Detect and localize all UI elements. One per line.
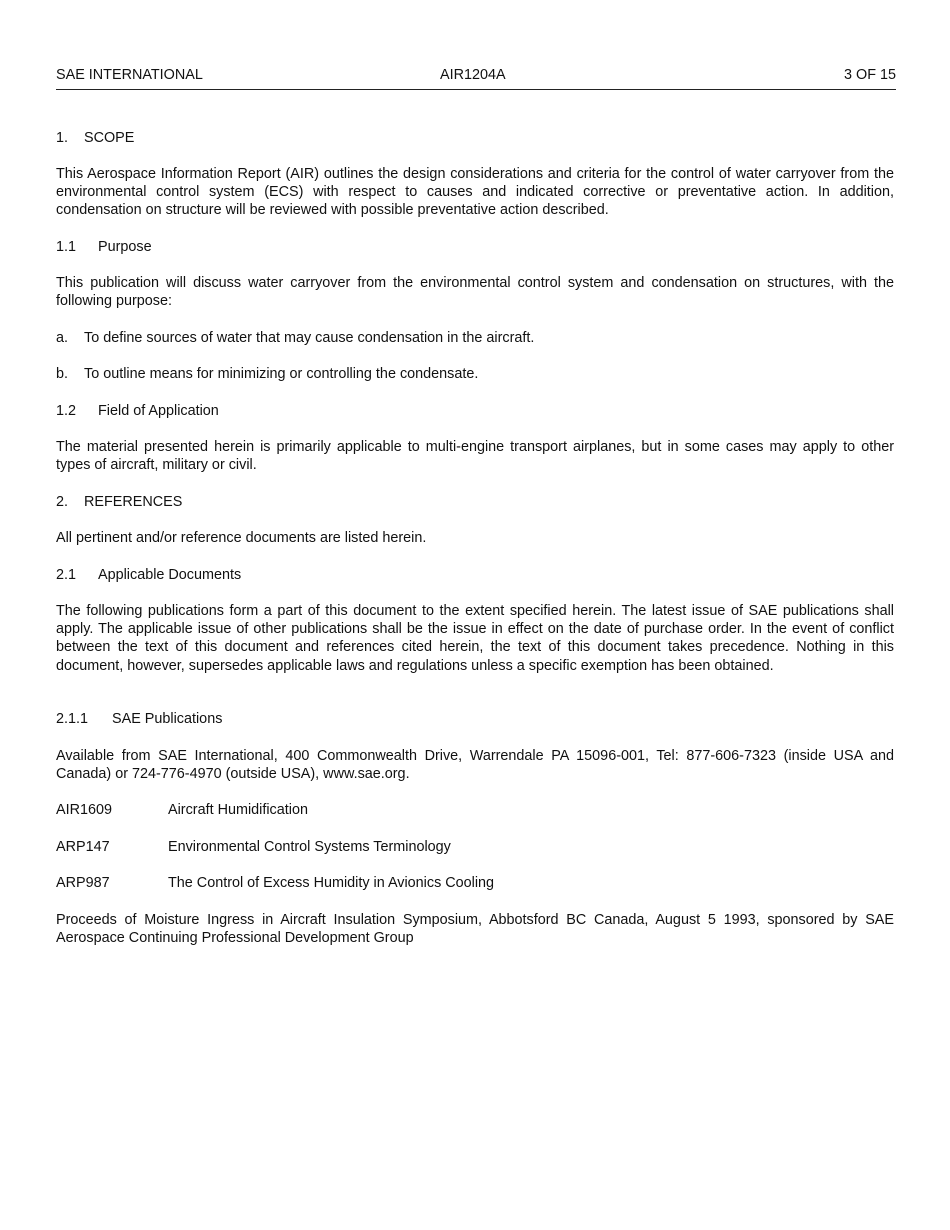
header-page-number: 3 OF 15 (844, 67, 896, 83)
reference-row (56, 801, 308, 819)
applicable-paragraph: The following publications form a part of this document to the extent specified herein. The latest issue of SAE publications shall apply. The applicable issue of other publications shall be the issue in effect on the date of purchase order. In the event of conflict between the text of this document and references cited herein, the text of this document takes precedence. Nothing in this document, however, supersedes applicable laws and regulations unless a specific exemption has been obtained. (56, 603, 894, 674)
list-item-letter: a. (56, 330, 69, 346)
section-number: 2.1 (56, 567, 77, 583)
reference-row (56, 874, 494, 892)
section-title: SCOPE (84, 130, 135, 146)
proceedings-paragraph: Proceeds of Moisture Ingress in Aircraft Insulation Symposium, Abbotsford BC Canada, August 5 1993, sponsored by SAE Aerospace Continuing Professional Development Group (56, 912, 894, 947)
section-number: 1.1 (56, 239, 77, 255)
list-item (56, 329, 534, 347)
section-number: 1.2 (56, 403, 77, 419)
reference-title: Environmental Control Systems Terminology (168, 839, 451, 855)
list-item-text: To define sources of water that may cause condensation in the aircraft. (84, 330, 535, 346)
reference-title: The Control of Excess Humidity in Avionics Cooling (168, 875, 495, 891)
section-heading-purpose (56, 238, 152, 256)
section-heading-scope (56, 129, 134, 147)
section-heading-references (56, 493, 182, 511)
section-title: Field of Application (98, 403, 219, 419)
sae-publications-paragraph: Available from SAE International, 400 Commonwealth Drive, Warrendale PA 15096-001, Tel: 877-606-7323 (inside USA and Canada) or 724-776-4970 (outside USA), www.sae.org. (56, 748, 894, 783)
section-number: 2.1.1 (56, 711, 89, 727)
reference-title: Aircraft Humidification (168, 802, 308, 818)
scope-paragraph: This Aerospace Information Report (AIR) outlines the design considerations and criteria for the control of water carryover from the environmental control system (ECS) with respect to causes and indicated corrective or preventative action. In addition, condensation on structure will be reviewed with possible preventative action described. (56, 166, 894, 219)
reference-row (56, 838, 451, 856)
section-title: Purpose (98, 239, 152, 255)
field-paragraph: The material presented herein is primarily applicable to multi-engine transport airplanes, but in some cases may apply to other types of aircraft, military or civil. (56, 439, 894, 474)
section-number: 2. (56, 494, 69, 510)
section-number: 1. (56, 130, 69, 146)
list-item-text: To outline means for minimizing or controlling the condensate. (84, 366, 479, 382)
list-item (56, 365, 478, 383)
section-heading-applicable-documents (56, 566, 241, 584)
header-organization: SAE INTERNATIONAL (56, 67, 203, 83)
section-title: REFERENCES (84, 494, 183, 510)
section-title: SAE Publications (112, 711, 223, 727)
reference-id: ARP987 (56, 875, 110, 891)
references-paragraph: All pertinent and/or reference documents are listed herein. (56, 530, 427, 546)
section-heading-sae-publications (56, 710, 222, 728)
section-heading-field-of-application (56, 402, 219, 420)
reference-id: AIR1609 (56, 802, 113, 818)
reference-id: ARP147 (56, 839, 110, 855)
page-header (56, 67, 896, 90)
section-title: Applicable Documents (98, 567, 242, 583)
list-item-letter: b. (56, 366, 69, 382)
purpose-paragraph: This publication will discuss water carryover from the environmental control system and condensation on structures, with the following purpose: (56, 275, 894, 310)
header-document-id: AIR1204A (440, 67, 506, 83)
